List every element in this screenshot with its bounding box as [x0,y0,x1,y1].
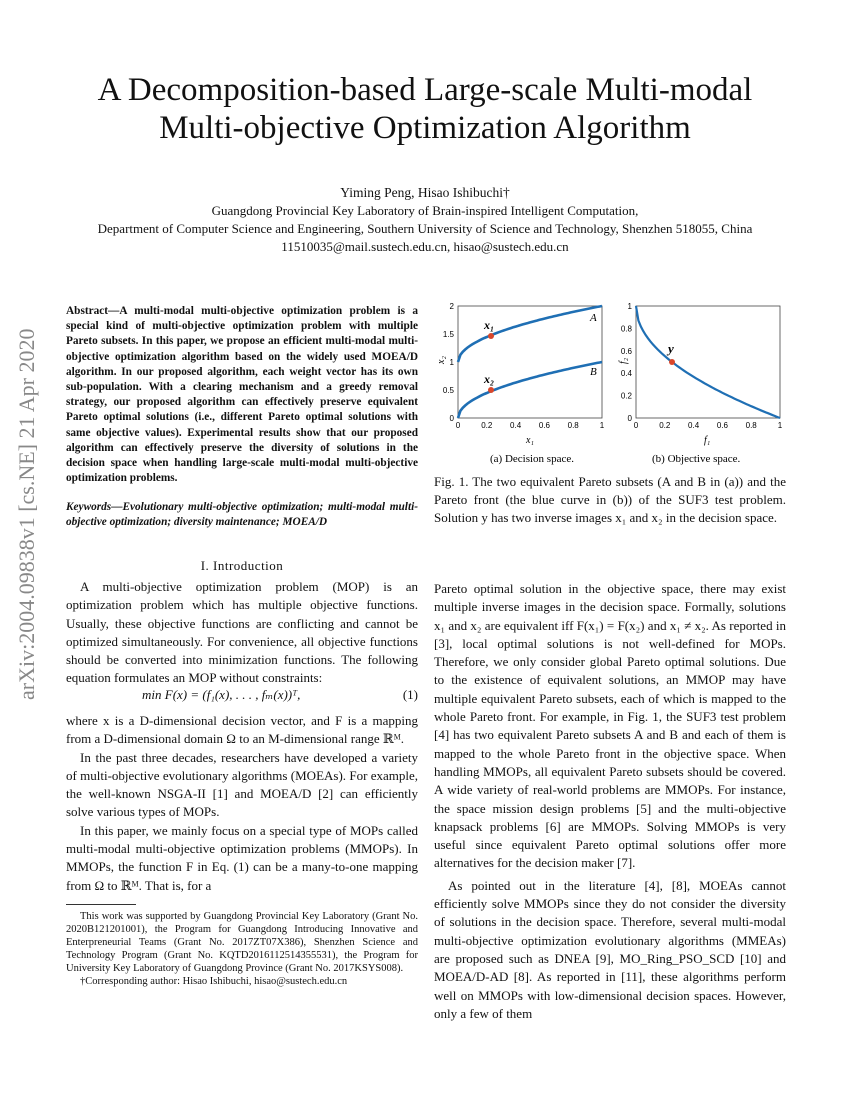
footnote-rule [66,904,136,905]
figure-caption: Fig. 1. The two equivalent Pareto subsets (A and B in (a)) and the Pareto front (the blue curve in (b)) of the SUF3 test problem. Solution y has two inverse images x₁ and x₂ in the decision space. [434,474,786,525]
intro-paragraph-2: where x is a D-dimensional decision vector, and F is a mapping from a D-dimensional domain Ω to an M-dimensional range ℝᴹ. [66,713,418,747]
plot-a-ytick: 1.5 [442,330,454,339]
plot-a-xtick: 1 [599,421,605,430]
label-x2: x₂ [484,372,495,386]
equation-text: min F(x) = (f₁(x), . . . , fₘ(x))ᵀ, [142,687,301,702]
plot-decision-space [436,302,605,446]
plot-b-xlabel: f₁ [704,435,711,446]
paper-title-line-1: A Decomposition-based Large-scale Multi-modal [97,72,753,108]
keywords: Keywords—Evolutionary multi-objective optimization; multi-modal multi-objective optimization; diversity maintenance; MOEA/D [66,501,418,529]
affiliation-line-2: Department of Computer Science and Engineering, Southern University of Science and Technology, Shenzhen 518055, China [97,221,753,236]
plot-a-xlabel: x₁ [526,435,534,446]
point-x2 [488,387,494,393]
paper-title-line-2: Multi-objective Optimization Algorithm [159,110,691,146]
figure-1 [432,296,792,468]
authors: Yiming Peng, Hisao Ishibuchi† [340,185,510,200]
section-heading: I. Introduction [200,558,284,573]
plot-b-xtick: 0.8 [745,421,757,430]
footnote-corresponding: †Corresponding author: Hisao Ishibuchi, hisao@sustech.edu.cn [80,976,348,987]
plot-a-xtick: 0 [455,421,461,430]
arxiv-identifier [4,292,44,702]
equation-number: (1) [402,687,418,702]
plot-b-xtick: 0.6 [716,421,728,430]
footnote [66,910,418,988]
plot-a-ytick: 0.5 [442,386,454,395]
affiliation-line-1: Guangdong Provincial Key Laboratory of Brain-inspired Intelligent Computation, [211,203,639,218]
left-column-para-2 [66,712,418,895]
subcaption-b: (b) Objective space. [652,453,741,465]
plot-a-ytick: 0 [449,414,454,423]
arxiv-identifier-text: arXiv:2004.09838v1 [cs.NE] 21 Apr 2020 [14,328,39,700]
plot-b-ytick: 0.4 [620,369,632,379]
right-paragraph-2: As pointed out in the literature [4], [8], MOEAs cannot efficiently solve MMOPs since they do not consider the diversity of solutions in the decision space. Therefore, several multi-modal multi-objective optimization evolutionary algorithms (MMEAs) are proposed such as DNEA [9], MO_Ring_PSO_SCD [10] and MOEA/D-AD [8]. As reported in [11], these algorithms perform well on MMOPs with low-dimensional decision spaces. However, only a few of them [434,877,786,1021]
plot-a-ylabel: x₂ [436,356,447,364]
plot-a-ytick: 2 [449,302,454,311]
right-paragraph-1: Pareto optimal solution in the objective space, there may exist multiple inverse images in the decision space. Formally, solutions x₁ and x₂ are equivalent iff F(x₁) = F(x₂) and x₁ ≠ x₂. As reported in [3], local optimal solutions is not well-defined for MOPs. Therefore, we only consider global Pareto optimal solutions. Due to the existence of equivalent solutions, an MMOP may have multiple equivalent Pareto subsets, each of which is mapped to the whole Pareto front. For example, in Fig. 1, the SUF3 test problem [4] has two equivalent Pareto subsets A and B and each of them is mapped to the whole Pareto front in the objective space. When handling MMOPs, all equivalent Pareto subsets should be covered. A wide variety of real-world problems are MMOPs. For instance, the space mission design problems [5] and the multi-objective knapsack problems [6] are MMOPs. Solving MMOPs is very useful since equivalent Pareto optimal solutions offer more alternatives for the decision maker [7]. [434,581,786,871]
plot-a-xtick: 0.6 [538,421,550,430]
intro-paragraph-1: A multi-objective optimization problem (MOP) is an optimization problem which has multiple objective functions. Usually, these objective functions are conflicting and cannot be optimized simultaneously. For convenience, all objective functions should be converted into minimization functions. The following equation formulates an MOP without constraints: [66,579,418,686]
label-A: A [590,312,597,324]
abstract: Abstract—A multi-modal multi-objective optimization problem is a special kind of multi-objective optimization problem with multiple Pareto subsets. In this paper, we propose an efficient multi-modal multi-objective optimization algorithm based on the widely used MOEA/D algorithm. In our proposed algorithm, each weight vector has its own sub-population. With a clearing mechanism and a greedy removal strategy, our proposed algorithm can effectively preserve equivalent Pareto optimal solutions (i.e., different Pareto optimal solutions with same objective values). Experimental results show that our proposed algorithm can effectively preserve the diversity of solutions in the decision space when handling large-scale multi-modal multi-objective optimization problems. [66,305,418,485]
label-y: y [668,341,674,356]
label-B: B [590,366,597,378]
plot-b-ytick: 0.8 [620,324,632,334]
plot-a-xtick: 0.2 [481,421,493,430]
intro-paragraph-3: In the past three decades, researchers have developed a variety of multi-objective evolutionary algorithms (MOEAs). For example, the well-known NSGA-II [1] and MOEA/D [2] can efficiently solve various types of MOPs. [66,749,418,820]
plot-b-ylabel: f₂ [618,357,629,364]
right-column [434,580,786,1023]
plot-a-xtick: 0.4 [510,421,522,430]
emails: 11510035@mail.sustech.edu.cn, hisao@sustech.edu.cn [281,239,569,254]
plot-b-xtick: 0.2 [659,421,671,430]
plot-b-ytick: 1 [627,302,632,311]
point-x1 [488,333,494,339]
footnote-funding: This work was supported by Guangdong Provincial Key Laboratory (Grant No. 2020B121201001), the Program for Guangdong Introducing Innovative and Enterpreneurial Teams (Grant No. 2017ZT07X386), Shenzhen Science and Technology Program (Grant No. KQTD2016112514355531), the Program for University Key Laboratory of Guangdong Province (Grant No. 2017KSYS008). [66,911,418,974]
left-column-para-1 [66,578,418,688]
plot-b-xtick: 0.4 [688,421,700,430]
subcaption-a: (a) Decision space. [490,453,574,465]
label-x1: x₁ [484,318,495,332]
intro-paragraph-4: In this paper, we mainly focus on a special type of MOPs called multi-modal multi-objective optimization problems (MMOPs). In MMOPs, the function F in Eq. (1) can be a many-to-one mapping from Ω to ℝᴹ. That is, for a [66,822,418,893]
plot-b-xtick: 1 [777,421,783,430]
plot-b-ytick: 0 [627,414,632,423]
plot-b-frame [636,306,780,418]
plot-objective-space [618,302,783,446]
plot-b-ytick: 0.2 [620,391,632,401]
plot-b-xtick: 0 [633,421,639,430]
plot-a-ytick: 1 [449,358,454,367]
point-y [669,359,675,365]
plot-b-ytick: 0.6 [620,346,632,356]
plot-a-xtick: 0.8 [567,421,579,430]
